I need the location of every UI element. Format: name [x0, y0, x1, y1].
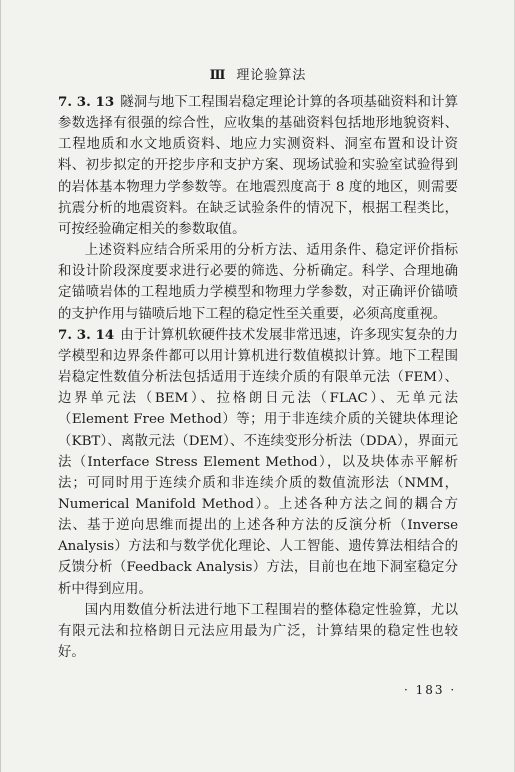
page-number: · 183 · [404, 683, 457, 697]
clause-7-3-14-explanation: 国内用数值分析法进行地下工程围岩的整体稳定性验算，尤以有限元法和拉格朗日元法应用最为广泛，计算结果的稳定性也较好。 [58, 602, 458, 661]
page-body [58, 66, 458, 663]
clause-text: 由于计算机软硬件技术发展非常迅速，许多现实复杂的力学模型和边界条件都可以用计算机进行数值模拟计算。地下工程围岩稳定性数值分析法包括适用于连续介质的有限单元法（FEM）、边界单元法（BEM）、拉格朗日元法（FLAC）、无单元法（Element Free Method）等；用于非连续介质的关键块体理论（KBT）、离散元法（DEM）、不连续变形分析法（DDA），界面元法（Interface Stress Element Method），以及块体赤平解析法；可同时用于连续介质和非连续介质的数值流形法（NMM，Numerical Manifold Method）。上述各种方法之间的耦合方法、基于逆向思维而提出的上述各种方法的反演分析（Inverse Analysis）方法和与数学优化理论、人工智能、遗传算法相结合的反馈分析（Feedback Analysis）方法，目前也在地下洞室稳定分析中得到应用。 [58, 327, 459, 597]
section-roman-numeral: Ⅲ [209, 68, 227, 83]
section-heading [58, 66, 458, 86]
clause-7-3-13-paragraph [58, 92, 458, 240]
clause-7-3-14-paragraph [58, 325, 458, 600]
clause-number: 7. 3. 14 [58, 326, 115, 343]
clause-7-3-13-explanation: 上述资料应结合所采用的分析方法、适用条件、稳定评价指标和设计阶段深度要求进行必要的筛选、分析确定。科学、合理地确定锚喷岩体的工程地质力学模型和物理力学参数，对正确评价锚喷的支护作用与锚喷后地下工程的稳定性至关重要，必须高度重视。 [58, 243, 458, 322]
clause-text: 隧洞与地下工程围岩稳定理论计算的各项基础资料和计算参数选择有很强的综合性，应收集的基础资料包括地形地貌资料、工程地质和水文地质资料、地应力实测资料、洞室布置和设计资料、初步拟定的开挖步序和支护方案、现场试验和实验室试验得到的岩体基本物理力学参数等。在地震烈度高于 8 度的地区，则需要抗震分析的地震资料。在缺乏试验条件的情况下，根据工程类比，可按经验确定相关的参数取值。 [58, 95, 459, 237]
section-title: 理论验算法 [236, 68, 307, 83]
clause-number: 7. 3. 13 [58, 94, 115, 110]
